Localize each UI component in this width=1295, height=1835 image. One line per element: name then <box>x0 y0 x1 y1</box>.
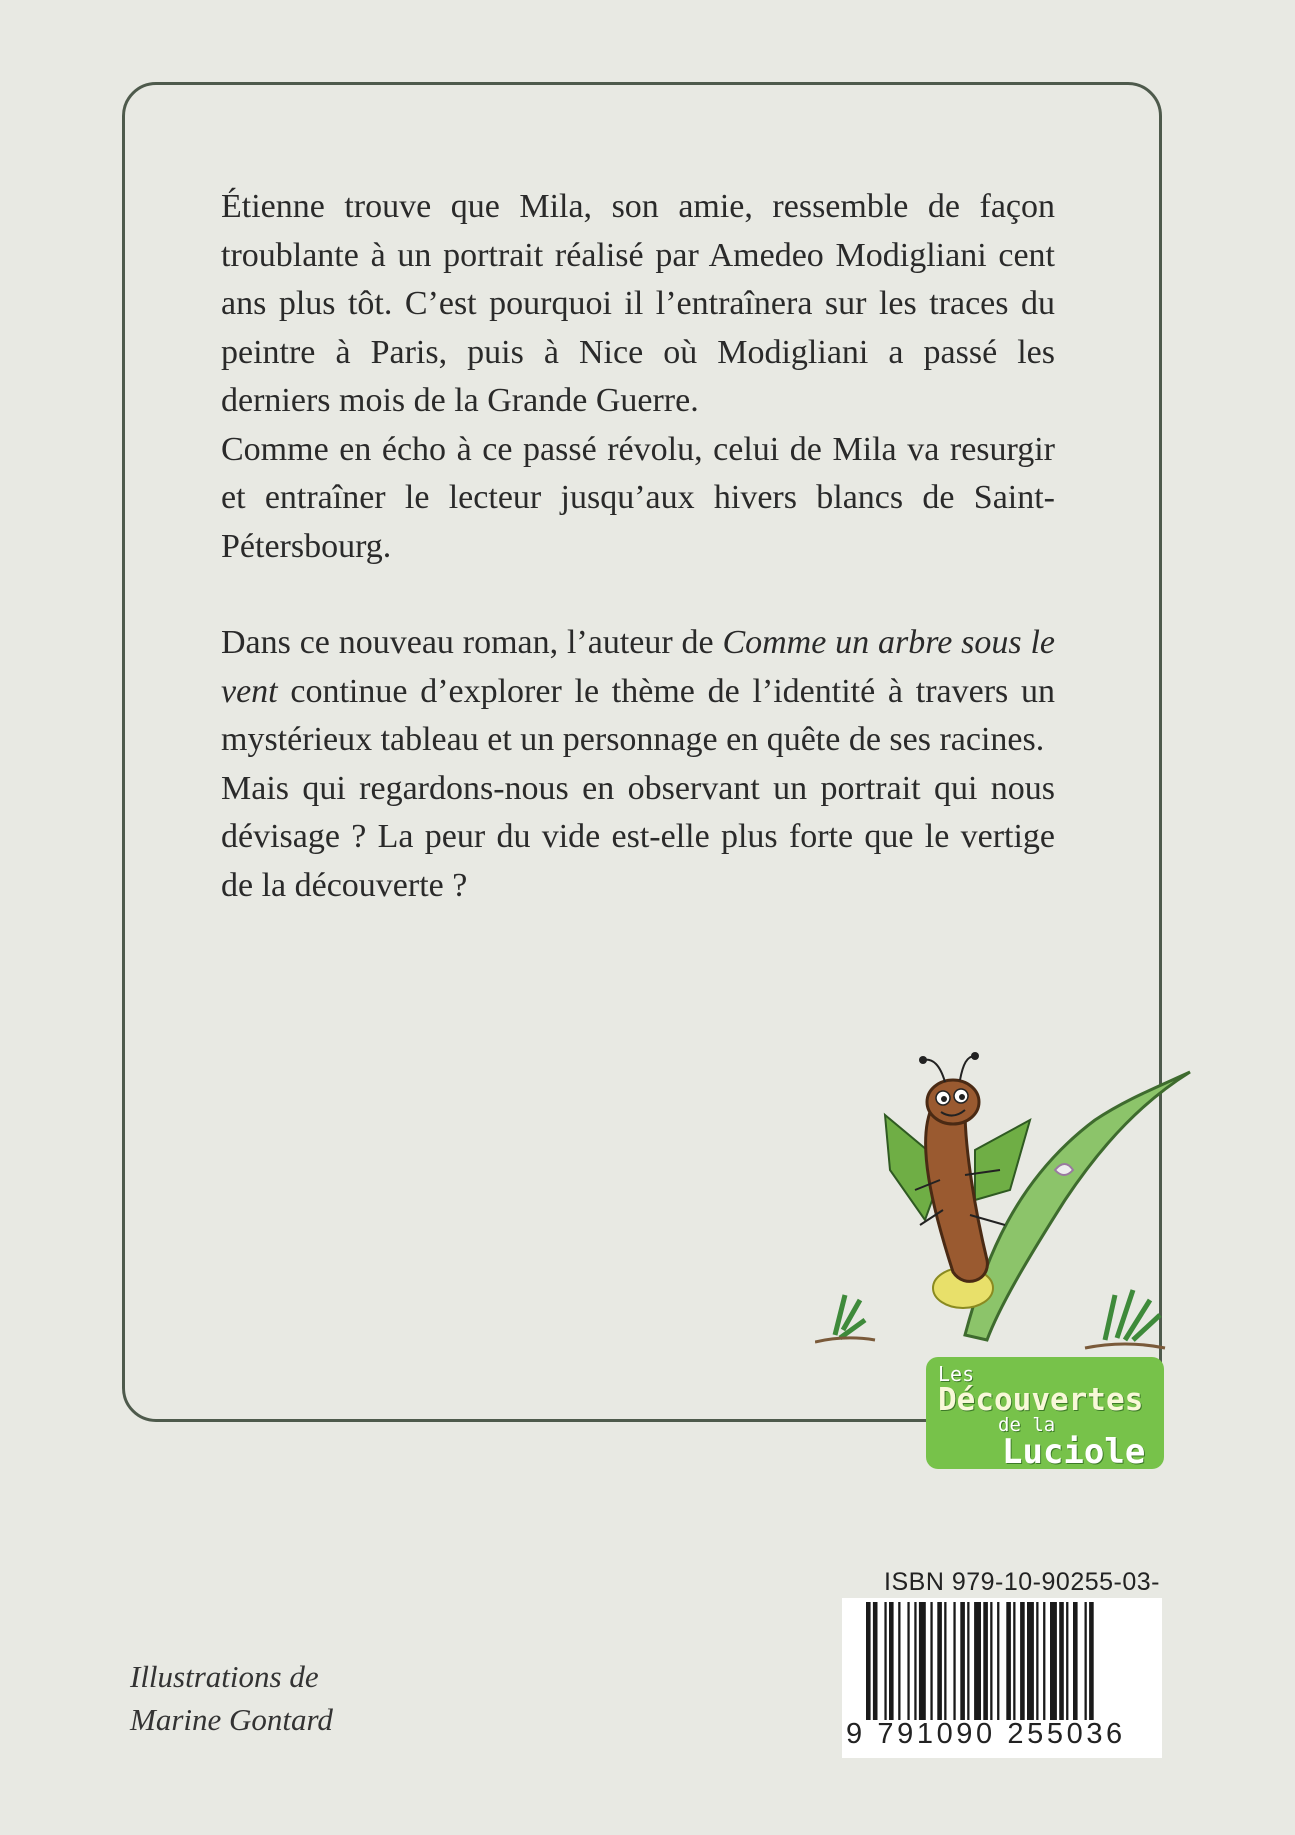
barcode-bar <box>1085 1602 1087 1720</box>
paragraph-gap <box>221 571 1055 619</box>
barcode-bar <box>974 1602 981 1720</box>
illustrator-credit-line-1: Illustrations de <box>130 1659 319 1694</box>
barcode-bar <box>889 1602 894 1720</box>
blurb-paragraph-2: Comme en écho à ce passé révolu, celui de Mila va resurgir et entraîner le lecteur jusqu’aux hivers blancs de Saint-Pétersbourg. <box>221 430 1055 565</box>
barcode-bar <box>1043 1602 1045 1720</box>
barcode-bar <box>1050 1602 1057 1720</box>
logo-line-4: Luciole <box>1002 1432 1146 1472</box>
publisher-logo <box>926 1357 1164 1472</box>
blurb-p3-start: Dans ce nouveau roman, l’auteur de <box>221 624 723 661</box>
logo-line-2: Découvertes <box>938 1382 1144 1418</box>
barcode-bar <box>944 1602 946 1720</box>
barcode-bar <box>914 1602 916 1720</box>
barcode-bar <box>873 1602 878 1720</box>
barcode-bar <box>1027 1602 1034 1720</box>
blurb-paragraph-1: Étienne trouve que Mila, son amie, ressemble de façon troublante à un portrait réalisé par Amedeo Modigliani cent ans plus tôt. C’est pourquoi il l’entraînera sur les traces du peintre à Paris, puis à Nice où Modigliani a passé les derniers mois de la Grande Guerre. <box>221 188 1055 419</box>
barcode-bar <box>1020 1602 1025 1720</box>
barcode-bar <box>953 1602 955 1720</box>
barcode-bar <box>1036 1602 1038 1720</box>
book-title-reference: Comme un arbre sous le vent <box>221 624 1055 710</box>
barcode-bar <box>898 1602 900 1720</box>
barcode-bar <box>990 1602 992 1720</box>
barcode-bar <box>1059 1602 1064 1720</box>
barcode-area <box>842 1598 1162 1758</box>
barcode-bar <box>919 1602 926 1720</box>
illustrator-credit-line-2: Marine Gontard <box>130 1702 333 1737</box>
barcode-bar <box>1073 1602 1078 1720</box>
blurb-paragraph-3 <box>221 619 1055 765</box>
barcode-bar <box>1089 1602 1094 1720</box>
illustrator-credit <box>130 1655 333 1741</box>
isbn-label: ISBN 979-10-90255-03- <box>884 1568 1160 1596</box>
barcode-bar <box>997 1602 999 1720</box>
blurb-p3-end: continue d’explorer le thème de l’identité à travers un mystérieux tableau et un personnage en quête de ses racines. <box>221 672 1055 758</box>
barcode-bar <box>937 1602 942 1720</box>
barcode-bar <box>1013 1602 1015 1720</box>
barcode-digits: 9 791090 255036 <box>846 1718 1126 1750</box>
barcode-bar <box>1066 1602 1068 1720</box>
logo-line-3: de la <box>998 1414 1056 1436</box>
back-cover-blurb <box>221 183 1055 910</box>
barcode-bar <box>983 1602 988 1720</box>
barcode-bar <box>884 1602 886 1720</box>
blurb-paragraph-4: Mais qui regardons-nous en observant un portrait qui nous dévisage ? La peur du vide est-elle plus forte que le vertige de la découverte ? <box>221 769 1055 904</box>
firefly-on-leaf-icon <box>815 1050 1205 1350</box>
barcode-bar <box>1006 1602 1011 1720</box>
barcode-bar <box>960 1602 965 1720</box>
barcode-bar <box>907 1602 909 1720</box>
barcode <box>866 1602 1156 1720</box>
logo-line-1: Les <box>938 1362 975 1386</box>
barcode-bar <box>866 1602 871 1720</box>
barcode-bar <box>967 1602 969 1720</box>
barcode-bar <box>930 1602 932 1720</box>
